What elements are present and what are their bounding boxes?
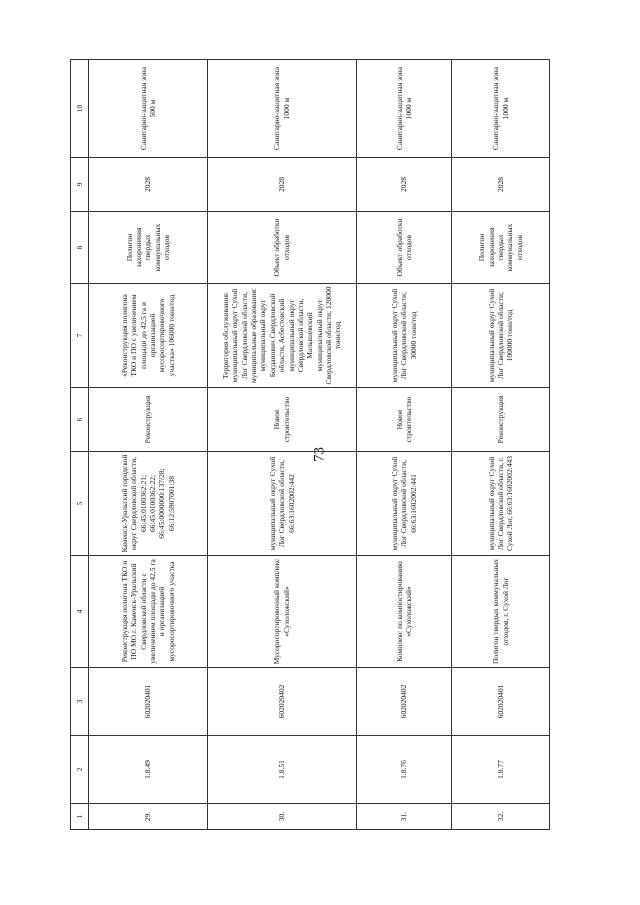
header-cell: 2 [71,736,89,804]
cell-fkko: 602020402 [356,668,452,736]
header-cell: 5 [71,452,89,556]
cell-object-name: Мусоросортировочный комплекс «Сухоложский» [208,556,357,668]
cell-work-type: Реконструкция [452,388,550,452]
cell-location: Каменск-Уральский городской округ Свердловской области, 66:45:0100362:21; 66:45:0100362:22; 66:45:0000000:137/28; 66:12:5907001:38 [89,452,208,556]
table-row [89,60,208,830]
cell-location: муниципальный округ Сухой Лог Свердловской области, г. Сухой Лог, 66:63:1602002:443 [452,452,550,556]
cell-code: 1.8.51 [208,736,357,804]
header-cell: 7 [71,284,89,388]
cell-number: 29. [89,804,208,830]
cell-code: 1.8.76 [356,736,452,804]
rotated-table-container [70,60,550,830]
header-cell: 1 [71,804,89,830]
table-header-row [71,60,89,830]
objects-table [70,59,550,830]
cell-work-type: Новое строительство [208,388,357,452]
cell-zone: Санитарно-защитная зона 1000 м [452,60,550,158]
cell-object-type: Полигон захоронения твердых коммунальных отходов [89,212,208,284]
cell-work-type: Новое строительство [356,388,452,452]
cell-work-type: Реконструкция [89,388,208,452]
cell-location: муниципальный округ Сухой Лог Свердловской области, 66:63:1602002:442 [208,452,357,556]
cell-object-name: Комплекс по компостированию «Сухоложский» [356,556,452,668]
cell-zone: Санитарно-защитная зона 1000 м [208,60,357,158]
cell-code: 1.8.77 [452,736,550,804]
cell-object-name: Реконструкция полигона ТКО и ПО МО г. Каменск-Уральский Свердловской области с увеличением площади до 42,5 га и организацией мусоросортировочного участка [89,556,208,668]
cell-object-name: Полигон твердых коммунальных отходов, г. Сухой Лог [452,556,550,668]
cell-code: 1.8.49 [89,736,208,804]
cell-zone: Санитарно-защитная зона 1000 м [356,60,452,158]
cell-number: 30. [208,804,357,830]
table-row [208,60,357,830]
cell-capacity: муниципальный округ Сухой Лог Свердловской области; 100000 тонн/год [452,284,550,388]
cell-number: 32. [452,804,550,830]
table-row [356,60,452,830]
header-cell: 8 [71,212,89,284]
cell-fkko: 602020401 [452,668,550,736]
cell-capacity: муниципальный округ Сухой Лог Свердловской области; 30000 тонн/год [356,284,452,388]
page-number: 73 [311,447,328,462]
cell-object-type: Объект обработки отходов [208,212,357,284]
cell-year: 2028 [208,158,357,212]
header-cell: 9 [71,158,89,212]
cell-fkko: 602020401 [89,668,208,736]
cell-location: муниципальный округ Сухой Лог Свердловской области, 66:63:1602002:441 [356,452,452,556]
cell-year: 2028 [89,158,208,212]
table-row [452,60,550,830]
cell-object-type: Объект обработки отходов [356,212,452,284]
cell-object-type: Полигон захоронения твердых коммунальных отходов [452,212,550,284]
cell-fkko: 602020402 [208,668,357,736]
cell-year: 2028 [356,158,452,212]
cell-zone: Санитарно-защитная зона 500 м [89,60,208,158]
header-cell: 10 [71,60,89,158]
header-cell: 6 [71,388,89,452]
cell-number: 31. [356,804,452,830]
header-cell: 4 [71,556,89,668]
cell-year: 2028 [452,158,550,212]
cell-capacity: Территория обслуживания: муниципальный округ Сухой Лог Свердловской области, муниципальные образования: муниципальный округ Богданович Свердловской области, Асбестовский муниципальный округ Свердловской области, Малышевский муниципальный округ Свердловской области; 120000 тонн/год [208,284,357,388]
header-cell: 3 [71,668,89,736]
cell-capacity: «Реконструкция полигона ТКО и ПО с увеличением площади до 42,5 га и организацией мусоросортировочного участка» 106000 тонн/год [89,284,208,388]
